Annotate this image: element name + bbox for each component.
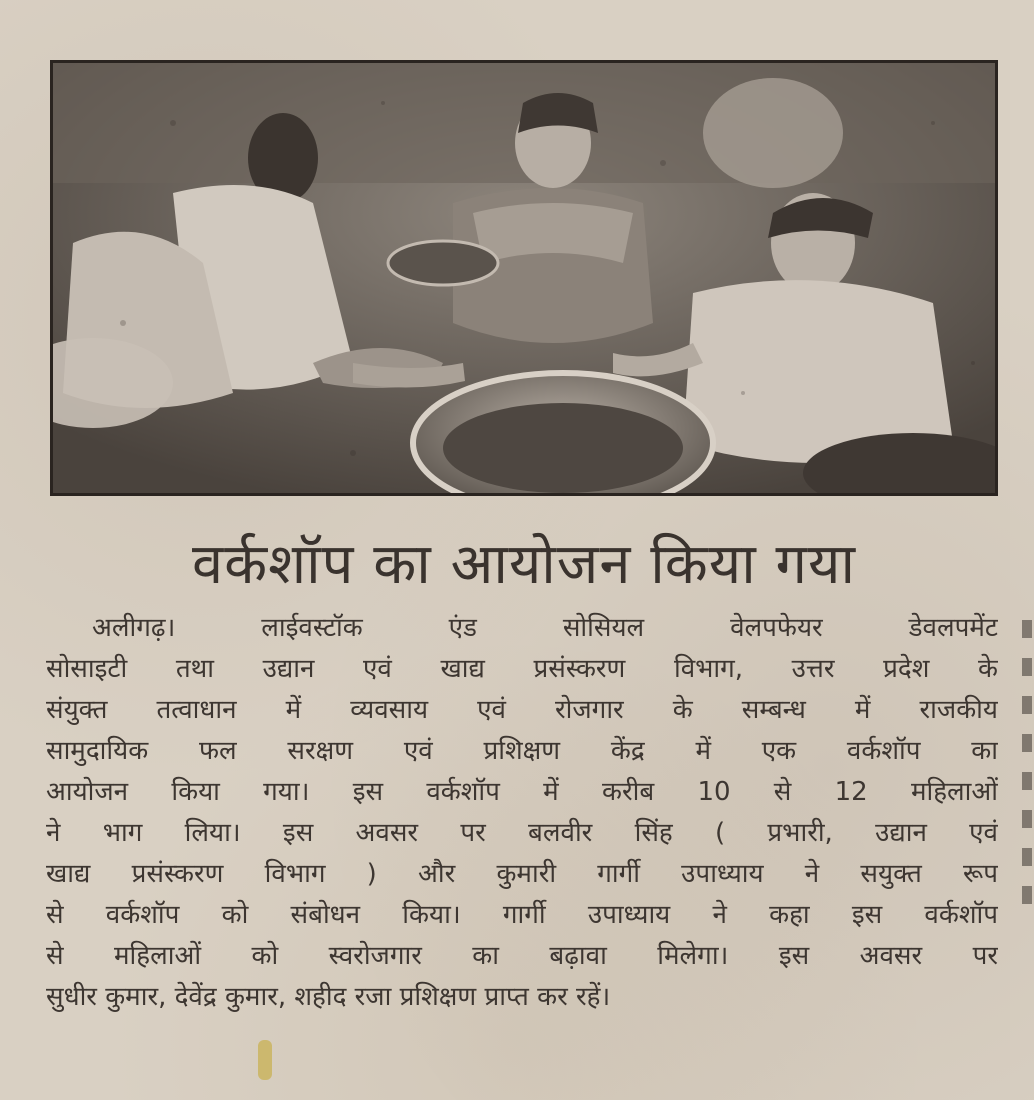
text-fragment <box>1022 734 1032 752</box>
text-fragment <box>1022 658 1032 676</box>
article-line: ने भाग लिया। इस अवसर पर बलवीर सिंह ( प्रभारी, उद्यान एवं <box>46 818 998 848</box>
article-line: खाद्य प्रसंस्करण विभाग ) और कुमारी गार्गी उपाध्याय ने सयुक्त रूप <box>46 859 998 889</box>
photo-women-preparing-food <box>53 63 995 493</box>
article-body <box>46 608 998 1068</box>
article-line: से महिलाओं को स्वरोजगार का बढ़ावा मिलेगा। इस अवसर पर <box>46 941 998 971</box>
text-fragment <box>1022 772 1032 790</box>
article-line: अलीगढ़। लाईवस्टॉक एंड सोसियल वेलपफेयर डेवलपमेंट <box>92 613 998 643</box>
article-line: से वर्कशॉप को संबोधन किया। गार्गी उपाध्याय ने कहा इस वर्कशॉप <box>46 900 998 930</box>
article-line: सुधीर कुमार, देवेंद्र कुमार, शहीद रजा प्रशिक्षण प्राप्त कर रहें। <box>46 982 611 1012</box>
headline: वर्कशॉप का आयोजन किया गया <box>191 532 857 597</box>
text-fragment <box>1022 886 1032 904</box>
article-line: सामुदायिक फल सरक्षण एवं प्रशिक्षण केंद्र में एक वर्कशॉप का <box>46 736 998 766</box>
text-fragment <box>1022 848 1032 866</box>
article-line: संयुक्त तत्वाधान में व्यवसाय एवं रोजगार के सम्बन्ध में राजकीय <box>46 695 998 725</box>
text-fragment <box>1022 696 1032 714</box>
paper-stain <box>258 1040 272 1080</box>
text-fragment <box>1022 810 1032 828</box>
text-fragment <box>1022 620 1032 638</box>
article-line: आयोजन किया गया। इस वर्कशॉप में करीब 10 से 12 महिलाओं <box>46 777 998 807</box>
adjacent-column-edge <box>1020 600 1034 1080</box>
article-line: सोसाइटी तथा उद्यान एवं खाद्य प्रसंस्करण विभाग, उत्तर प्रदेश के <box>46 654 998 684</box>
news-photo <box>50 60 998 496</box>
